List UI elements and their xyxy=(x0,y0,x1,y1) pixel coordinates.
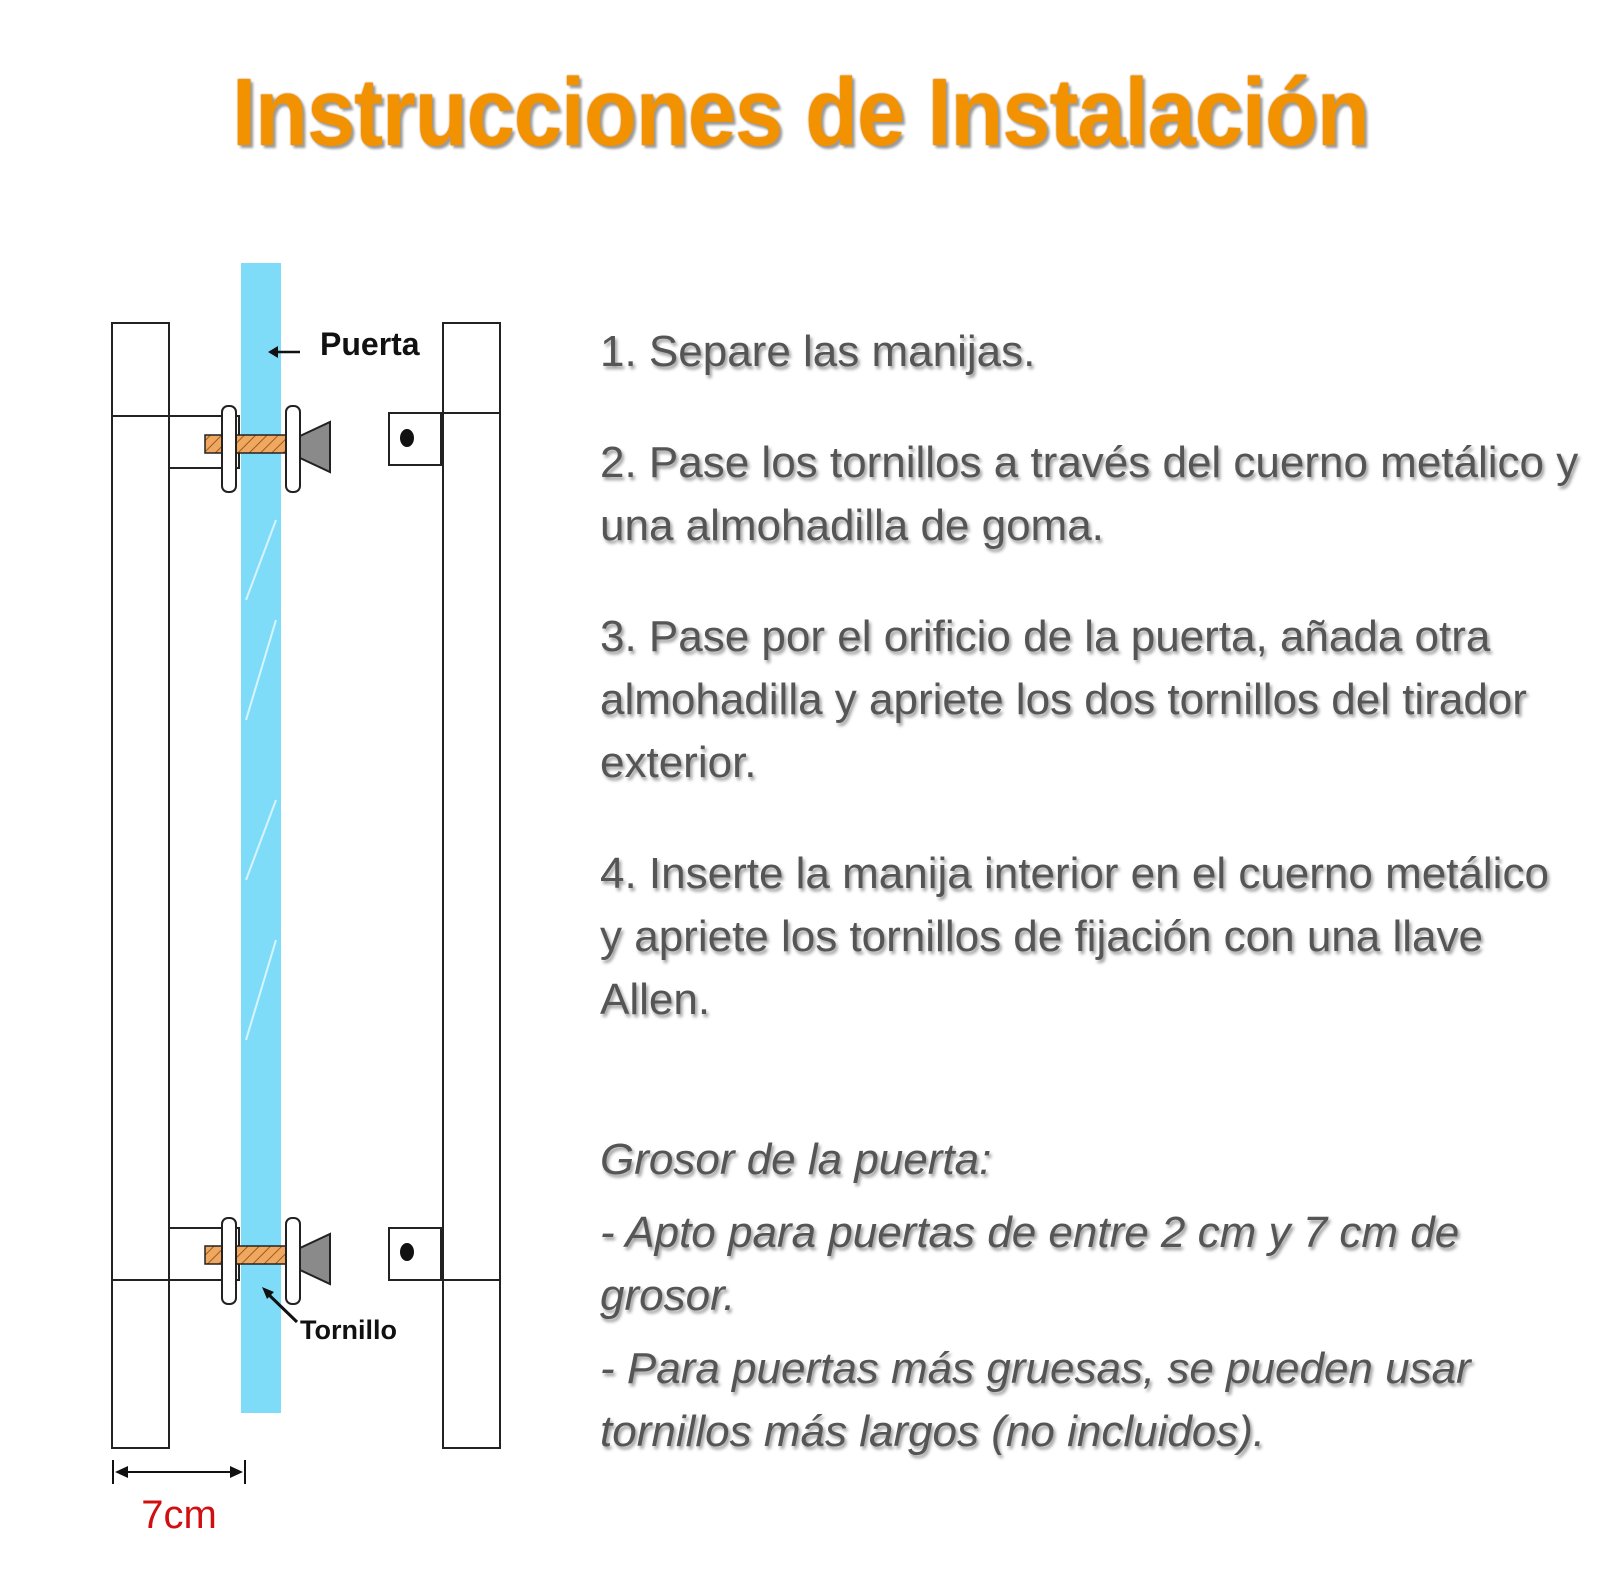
thickness-heading: Grosor de la puerta: xyxy=(600,1135,992,1184)
left-handle xyxy=(112,323,169,1448)
door-label: Puerta xyxy=(320,326,420,362)
step-2: 2. Pase los tornillos a través del cuerno metálico y una almohadilla de goma. xyxy=(600,438,1579,550)
screw-label: Tornillo xyxy=(300,1315,397,1345)
instruction-list xyxy=(600,320,1580,1031)
step-1: 1. Separe las manijas. xyxy=(600,327,1036,376)
dimension-indicator xyxy=(113,1460,245,1537)
step-4: 4. Inserte la manija interior en el cuerno metálico y apriete los tornillos de fijación con una llave Allen. xyxy=(600,849,1549,1024)
thickness-note-2: - Para puertas más gruesas, se pueden usar tornillos más largos (no incluidos). xyxy=(600,1344,1471,1456)
door-thickness-notes xyxy=(600,1128,1570,1463)
screw-label-group xyxy=(262,1287,397,1345)
installation-diagram xyxy=(0,0,560,1582)
step-3: 3. Pase por el orificio de la puerta, añada otra almohadilla y apriete los dos tornillos del tirador exterior. xyxy=(600,612,1527,787)
thickness-note-1: - Apto para puertas de entre 2 cm y 7 cm de grosor. xyxy=(600,1208,1460,1320)
upper-fixing xyxy=(169,406,441,492)
page-title: Instrucciones de Instalación xyxy=(232,59,1369,166)
lower-fixing xyxy=(169,1218,441,1304)
dimension-label: 7cm xyxy=(141,1493,217,1537)
door-label-group xyxy=(268,326,420,362)
right-handle xyxy=(443,323,500,1448)
